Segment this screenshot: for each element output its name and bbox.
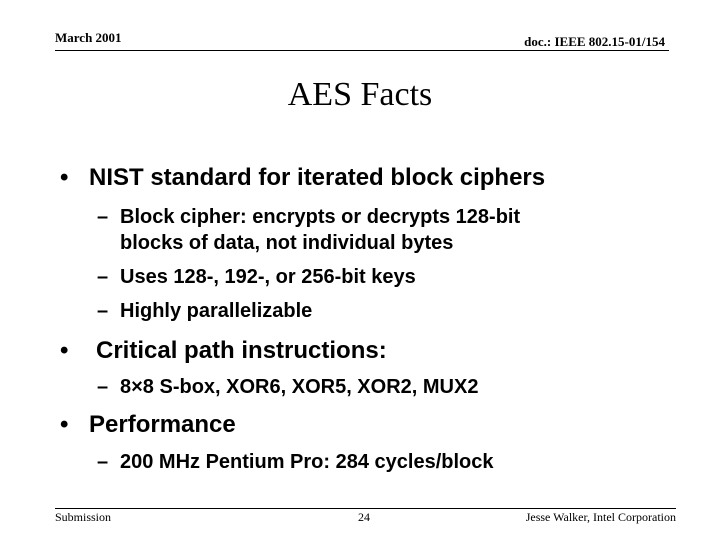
bullet-text: Performance [89, 411, 236, 438]
sub-bullet-marker: – [97, 206, 109, 228]
bullet-text: Critical path instructions: [96, 337, 387, 364]
header-divider [55, 50, 669, 51]
bullet-text: NIST standard for iterated block ciphers [89, 164, 546, 191]
footer-submission: Submission [55, 510, 112, 524]
bullet-marker: • [60, 164, 69, 191]
header-date: March 2001 [55, 30, 122, 45]
bullet-marker: • [60, 337, 69, 364]
sub-bullet-line: blocks of data, not individual bytes [120, 232, 454, 254]
sub-bullet-marker: – [97, 300, 109, 322]
footer-page-number: 24 [358, 510, 370, 524]
sub-bullet-line: Uses 128-, 192-, or 256-bit keys [120, 266, 416, 288]
sub-bullet-marker: – [97, 451, 109, 473]
footer-author: Jesse Walker, Intel Corporation [525, 510, 676, 524]
bullet-marker: • [60, 411, 69, 438]
sub-bullet-marker: – [97, 266, 109, 288]
header-doc-ref: doc.: IEEE 802.15-01/154 [524, 34, 665, 49]
sub-bullet-line: Block cipher: encrypts or decrypts 128-bit [120, 206, 521, 228]
sub-bullet-line: 8×8 S-box, XOR6, XOR5, XOR2, MUX2 [120, 376, 479, 398]
sub-bullet-line: Highly parallelizable [120, 300, 313, 322]
slide-title: AES Facts [287, 76, 433, 113]
footer-divider [55, 508, 676, 509]
sub-bullet-marker: – [97, 376, 109, 398]
sub-bullet-line: 200 MHz Pentium Pro: 284 cycles/block [120, 451, 494, 473]
